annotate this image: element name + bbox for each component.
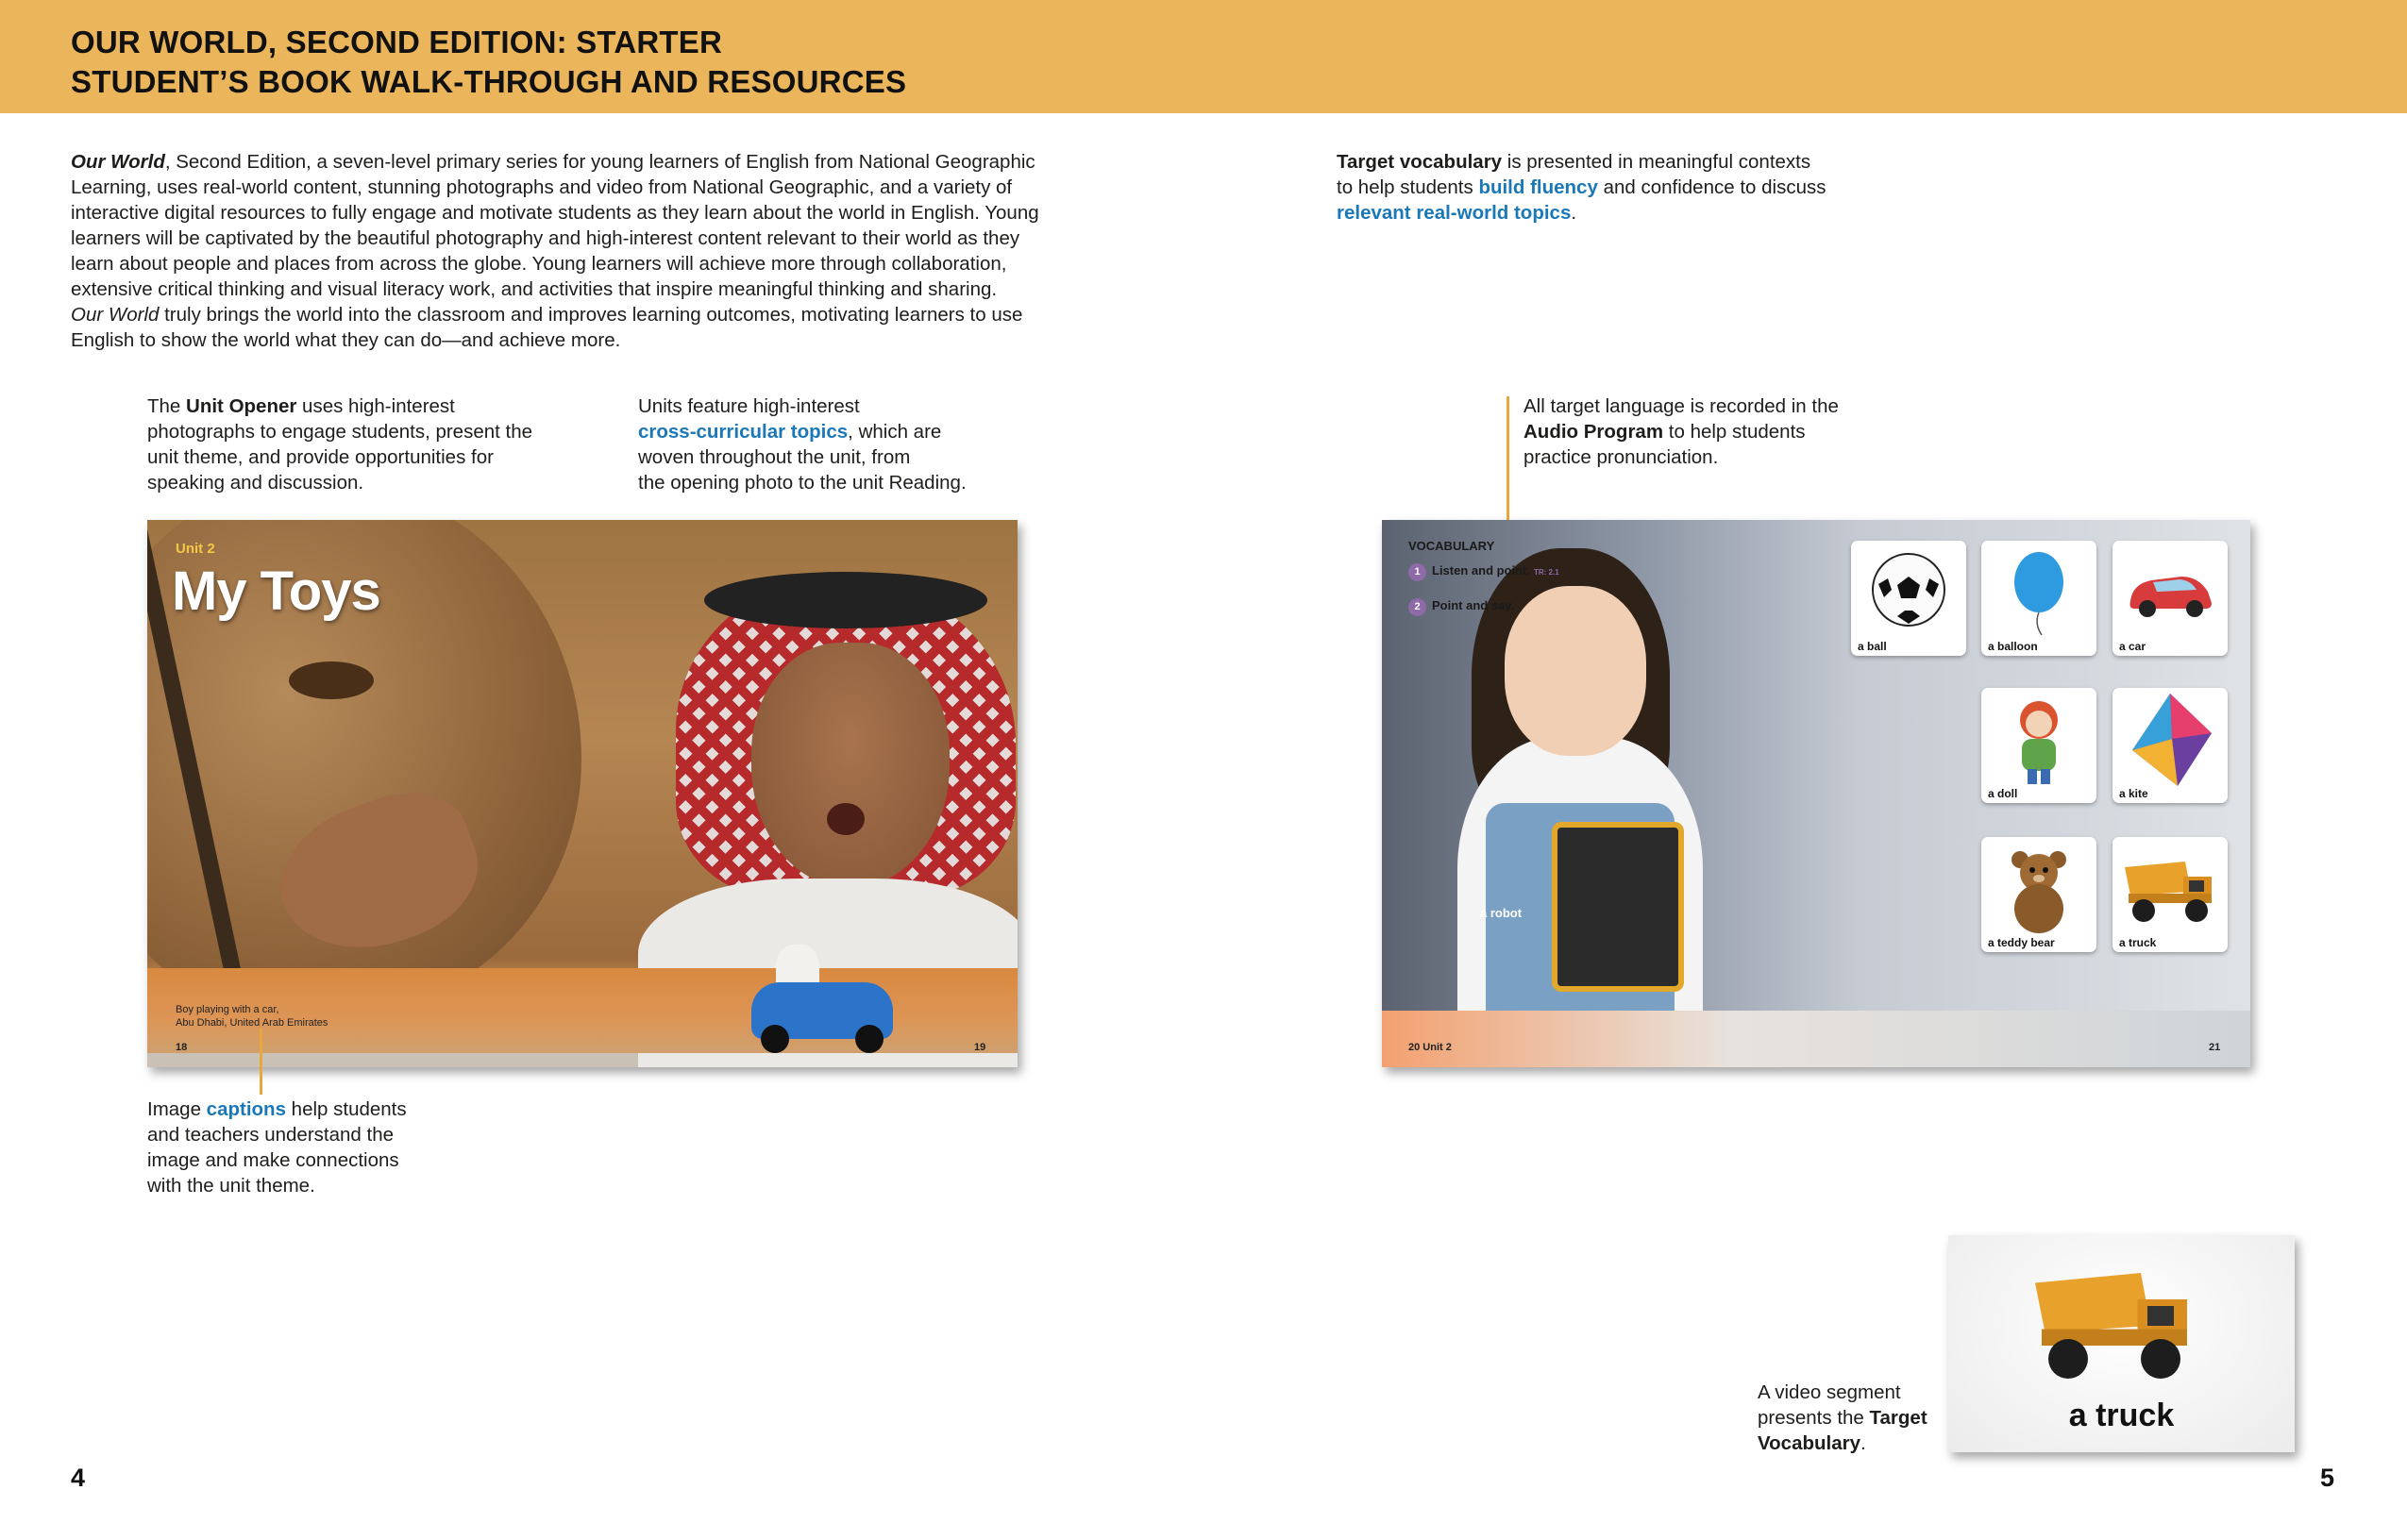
image-caption: Boy playing with a car, Abu Dhabi, United Arab Emirates [176,1004,328,1029]
vocab-card-car [2112,541,2228,656]
unit-label: Unit 2 [176,541,215,557]
vocabulary-spread [1382,520,2250,1067]
series-name: Our World [71,151,165,173]
toy-car-wheel [855,1025,884,1053]
video-title: a truck [2068,1398,2175,1433]
vocab-card-ball [1851,541,1966,656]
card-label: a ball [1858,640,1887,653]
spread-page-number-left: 18 [176,1042,188,1053]
instruction-step-2: 2 Point and say. [1408,598,1514,616]
header-title-line2: STUDENT’S BOOK WALK-THROUGH AND RESOURCES [71,64,907,99]
captions-leader-line [260,1029,262,1095]
cross-curricular-note: Units feature high-interest cross-curricular topics, which are woven throughout the unit, from the opening photo to the unit Reading. [638,395,967,494]
desk [1382,1011,2250,1067]
spread-page-number-left: 20 Unit 2 [1408,1042,1452,1053]
captions-note: Image captions help students and teachers understand the image and make connections with the unit theme. [147,1098,407,1197]
girl-face [1505,586,1646,756]
spread-page-number-right: 21 [2209,1042,2221,1053]
vocab-card-doll [1981,688,2096,803]
card-label: a car [2119,640,2146,653]
audio-track-ref: TR: 2.1 [1534,568,1559,577]
boy-face [751,643,950,888]
video-frame [1948,1235,2295,1452]
unit-opener-spread [147,520,1018,1067]
card-label: a doll [1988,787,2018,800]
spread-page-number-right: 19 [974,1042,986,1053]
card-label: a kite [2119,787,2148,800]
vocab-card-kite [2112,688,2228,803]
soccer-ball-icon [1869,550,1948,629]
robot-illustration [1552,822,1684,992]
page-number-left: 4 [71,1464,86,1492]
target-vocabulary-note: Target vocabulary is presented in meaningful contexts to help students build fluency and confidence to discuss relevant real-world topics. [1337,151,1826,224]
teddy-bear-icon [1999,846,2079,937]
video-note: A video segment presents the Target Vocabulary. [1758,1381,1927,1454]
header-banner [0,0,2407,113]
audio-program-note: All target language is recorded in the Audio Program to help students practice pronunciation. [1523,395,1839,468]
dump-truck-icon [2121,854,2219,929]
card-label: a truck [2119,936,2157,949]
doll-icon [2001,697,2077,788]
red-car-icon [2123,560,2217,626]
boy-mouth [827,803,865,835]
vocabulary-heading: VOCABULARY [1408,539,1495,553]
balloon-icon [2006,550,2072,635]
video-dump-truck-icon [2001,1260,2228,1392]
unit-opener-note: The Unit Opener uses high-interest photographs to engage students, present the unit theme, and provide opportunities for speaking and discussion. [147,395,533,494]
page-number-right: 5 [2320,1464,2335,1492]
vocab-card-balloon [1981,541,2096,656]
vocab-card-truck [2112,837,2228,952]
kite-icon [2125,692,2215,790]
header-title-line1: OUR WORLD, SECOND EDITION: STARTER [71,25,723,59]
card-label: a teddy bear [1988,936,2055,949]
card-label: a balloon [1988,640,2038,653]
toy-car-wheel [761,1025,789,1053]
headband [704,572,987,628]
robot-label: a robot [1480,906,1523,920]
camel-eye [289,661,374,699]
unit-title: My Toys [172,561,380,622]
instruction-step-1: 1 Listen and point. TR: 2.1 [1408,563,1559,581]
intro-paragraph: Our World, Second Edition, a seven-level primary series for young learners of English from National Geographic Learning, uses real-world content, stunning photographs and video from National Geographic, and a variety of interactive digital resources to fully engage and motivate students as they learn about the world in English. Young learners will be captivated by the beautiful photography and high-interest content relevant to their world as they learn about people and places from across the globe. Young learners will achieve more through collaboration, extensive critical thinking and visual literacy work, and activities that inspire meaningful thinking and sharing. Our World truly brings the world into the classroom and improves learning outcomes, motivating learners to use English to show the world what they can do—and achieve more. [71,151,1039,351]
vocab-card-teddy-bear [1981,837,2096,952]
